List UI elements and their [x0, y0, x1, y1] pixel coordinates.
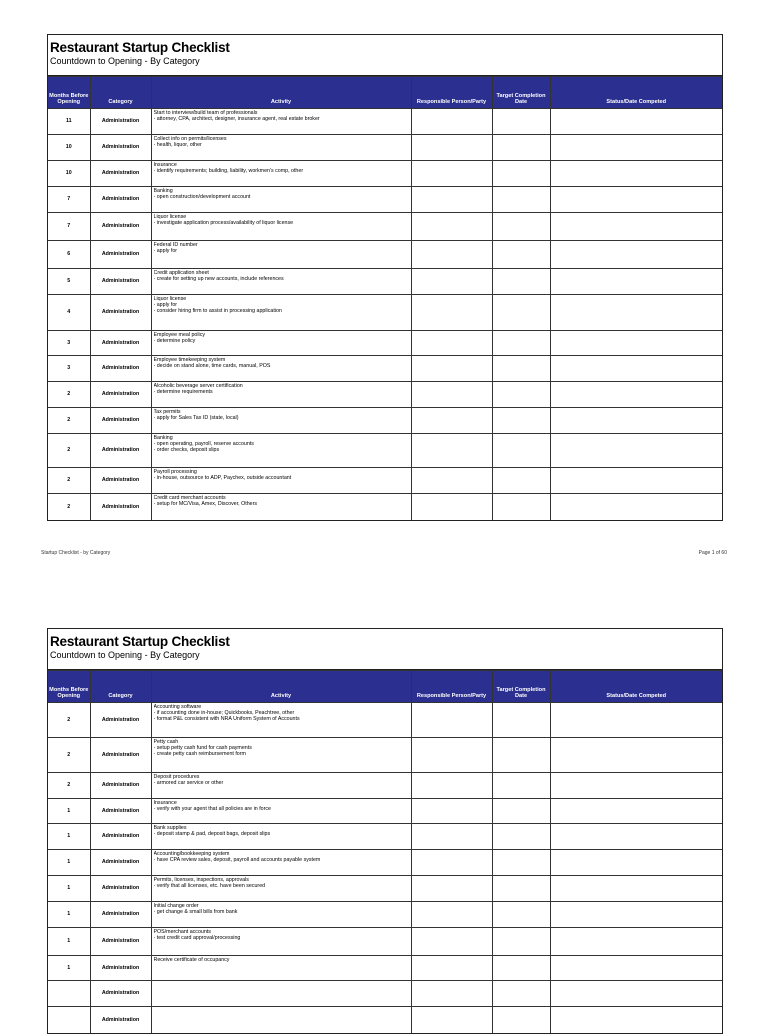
col-header-status: Status/Date Competed — [550, 671, 722, 703]
months-cell: 5 — [48, 269, 90, 295]
table-row — [48, 408, 722, 434]
table-row — [48, 799, 722, 824]
target-date-cell[interactable] — [492, 241, 550, 269]
table-header-row — [48, 671, 722, 703]
col-header-status: Status/Date Competed — [550, 77, 722, 109]
responsible-cell[interactable] — [411, 161, 492, 187]
category-cell: Administration — [90, 738, 151, 773]
category-cell: Administration — [90, 408, 151, 434]
activity-detail: - determine policy — [153, 338, 196, 345]
activity-cell — [151, 187, 411, 213]
activity-cell — [151, 241, 411, 269]
activity-title: Deposit procedures — [153, 774, 200, 780]
activity-cell — [151, 981, 411, 1007]
col-header-responsible: Responsible Person/Party — [411, 77, 492, 109]
category-cell: Administration — [90, 703, 151, 738]
category-cell: Administration — [90, 434, 151, 468]
status-cell[interactable] — [550, 135, 722, 161]
category-cell: Administration — [90, 269, 151, 295]
target-date-cell[interactable] — [492, 703, 550, 738]
responsible-cell[interactable] — [411, 850, 492, 876]
target-date-cell[interactable] — [492, 799, 550, 824]
activity-title: Credit application sheet — [153, 270, 209, 276]
responsible-cell[interactable] — [411, 187, 492, 213]
target-date-cell[interactable] — [492, 434, 550, 468]
activity-detail: - order checks, deposit slips — [153, 447, 220, 454]
status-cell[interactable] — [550, 981, 722, 1007]
category-cell: Administration — [90, 213, 151, 241]
activity-cell — [151, 382, 411, 408]
category-cell: Administration — [90, 981, 151, 1007]
category-cell: Administration — [90, 331, 151, 356]
category-cell: Administration — [90, 161, 151, 187]
target-date-cell[interactable] — [492, 109, 550, 135]
activity-detail: - apply for — [153, 248, 178, 255]
target-date-cell[interactable] — [492, 876, 550, 902]
months-cell — [48, 981, 90, 1007]
activity-title: Credit card merchant accounts — [153, 495, 226, 501]
target-date-cell[interactable] — [492, 956, 550, 981]
activity-title: Insurance — [153, 800, 177, 806]
activity-detail: - attorney, CPA, architect, designer, insurance agent, real estate broker — [153, 116, 320, 123]
table-row — [48, 161, 722, 187]
activity-cell — [151, 703, 411, 738]
activity-title: Petty cash — [153, 739, 179, 745]
months-cell: 4 — [48, 295, 90, 331]
status-cell[interactable] — [550, 773, 722, 799]
col-header-target-date: Target Completion Date — [492, 77, 550, 109]
responsible-cell[interactable] — [411, 981, 492, 1007]
activity-cell — [151, 331, 411, 356]
category-cell: Administration — [90, 494, 151, 520]
activity-cell — [151, 928, 411, 956]
activity-detail: - get change & small bills from bank — [153, 909, 238, 916]
target-date-cell[interactable] — [492, 187, 550, 213]
status-cell[interactable] — [550, 187, 722, 213]
activity-detail: - test credit card approval/processing — [153, 935, 241, 942]
table-row — [48, 1007, 722, 1033]
months-cell: 6 — [48, 241, 90, 269]
activity-cell — [151, 738, 411, 773]
table-row — [48, 956, 722, 981]
activity-cell — [151, 468, 411, 494]
months-cell: 1 — [48, 850, 90, 876]
months-cell: 1 — [48, 876, 90, 902]
responsible-cell[interactable] — [411, 494, 492, 520]
document-title: Restaurant Startup Checklist — [50, 634, 230, 649]
target-date-cell[interactable] — [492, 824, 550, 850]
activity-cell — [151, 850, 411, 876]
status-cell[interactable] — [550, 331, 722, 356]
responsible-cell[interactable] — [411, 738, 492, 773]
activity-title: Initial change order — [153, 903, 199, 909]
activity-cell — [151, 876, 411, 902]
activity-title: Employee meal policy — [153, 332, 206, 338]
category-cell: Administration — [90, 773, 151, 799]
months-cell: 10 — [48, 161, 90, 187]
status-cell[interactable] — [550, 956, 722, 981]
months-cell: 1 — [48, 799, 90, 824]
activity-title: Liquor license — [153, 214, 187, 220]
activity-title: Payroll processing — [153, 469, 197, 475]
document-title: Restaurant Startup Checklist — [50, 40, 230, 55]
status-cell[interactable] — [550, 703, 722, 738]
activity-title: Bank supplies — [153, 825, 187, 831]
activity-title: Insurance — [153, 162, 177, 168]
months-cell: 1 — [48, 902, 90, 928]
activity-title: Accounting/bookkeeping system — [153, 851, 230, 857]
col-header-months: Months Before Opening — [48, 671, 90, 703]
months-cell: 2 — [48, 738, 90, 773]
category-cell: Administration — [90, 956, 151, 981]
category-cell: Administration — [90, 1007, 151, 1033]
col-header-activity: Activity — [151, 671, 411, 703]
activity-cell — [151, 269, 411, 295]
responsible-cell[interactable] — [411, 773, 492, 799]
responsible-cell[interactable] — [411, 269, 492, 295]
table-row — [48, 241, 722, 269]
months-cell: 2 — [48, 408, 90, 434]
target-date-cell[interactable] — [492, 269, 550, 295]
activity-detail: - health, liquor, other — [153, 142, 202, 149]
col-header-activity: Activity — [151, 77, 411, 109]
status-cell[interactable] — [550, 356, 722, 382]
target-date-cell[interactable] — [492, 850, 550, 876]
status-cell[interactable] — [550, 109, 722, 135]
responsible-cell[interactable] — [411, 356, 492, 382]
document-header — [48, 629, 722, 670]
col-header-months: Months Before Opening — [48, 77, 90, 109]
checklist-page-2 — [47, 628, 723, 1034]
status-cell[interactable] — [550, 738, 722, 773]
target-date-cell[interactable] — [492, 981, 550, 1007]
table-row — [48, 902, 722, 928]
responsible-cell[interactable] — [411, 408, 492, 434]
page-number: Page 1 of 60 — [698, 550, 727, 556]
activity-title: Tax permits — [153, 409, 181, 415]
responsible-cell[interactable] — [411, 902, 492, 928]
activity-title: Employee timekeeping system — [153, 357, 226, 363]
responsible-cell[interactable] — [411, 799, 492, 824]
months-cell: 3 — [48, 331, 90, 356]
target-date-cell[interactable] — [492, 331, 550, 356]
activity-cell — [151, 135, 411, 161]
responsible-cell[interactable] — [411, 1007, 492, 1033]
activity-detail: - format P&L consistent with NRA Uniform System of Accounts — [153, 716, 300, 723]
category-cell: Administration — [90, 295, 151, 331]
activity-detail: - create petty cash reimbursement form — [153, 751, 246, 758]
target-date-cell[interactable] — [492, 295, 550, 331]
activity-title: Collect info on permits/licenses — [153, 136, 227, 142]
status-cell[interactable] — [550, 928, 722, 956]
table-row — [48, 468, 722, 494]
table-row — [48, 187, 722, 213]
responsible-cell[interactable] — [411, 876, 492, 902]
activity-cell — [151, 494, 411, 520]
activity-detail: - consider hiring firm to assist in processing application — [153, 308, 282, 315]
activity-cell — [151, 824, 411, 850]
status-cell[interactable] — [550, 241, 722, 269]
status-cell[interactable] — [550, 468, 722, 494]
activity-detail: - verify that all licenses, etc. have been secured — [153, 883, 266, 890]
activity-cell — [151, 109, 411, 135]
category-cell: Administration — [90, 799, 151, 824]
table-row — [48, 213, 722, 241]
months-cell: 3 — [48, 356, 90, 382]
table-row — [48, 109, 722, 135]
checklist-table — [48, 670, 722, 1033]
months-cell: 1 — [48, 824, 90, 850]
category-cell: Administration — [90, 902, 151, 928]
activity-cell — [151, 161, 411, 187]
status-cell[interactable] — [550, 161, 722, 187]
category-cell: Administration — [90, 850, 151, 876]
document-subtitle: Countdown to Opening - By Category — [50, 56, 200, 66]
document-subtitle: Countdown to Opening - By Category — [50, 650, 200, 660]
category-cell: Administration — [90, 382, 151, 408]
document-header — [48, 35, 722, 76]
activity-title: Liquor license — [153, 296, 187, 302]
status-cell[interactable] — [550, 295, 722, 331]
activity-title: Banking — [153, 188, 173, 194]
responsible-cell[interactable] — [411, 135, 492, 161]
months-cell: 2 — [48, 468, 90, 494]
status-cell[interactable] — [550, 269, 722, 295]
activity-title: Federal ID number — [153, 242, 198, 248]
activity-cell — [151, 213, 411, 241]
category-cell: Administration — [90, 241, 151, 269]
activity-detail: - identify requirements; building, liability, workmen's comp, other — [153, 168, 304, 175]
table-row — [48, 876, 722, 902]
activity-detail: - investigate application process/availability of liquor license — [153, 220, 294, 227]
status-cell[interactable] — [550, 799, 722, 824]
months-cell: 2 — [48, 703, 90, 738]
target-date-cell[interactable] — [492, 382, 550, 408]
responsible-cell[interactable] — [411, 241, 492, 269]
target-date-cell[interactable] — [492, 738, 550, 773]
activity-detail: - decide on stand alone, time cards, manual, POS — [153, 363, 271, 370]
activity-cell — [151, 434, 411, 468]
table-header-row — [48, 77, 722, 109]
col-header-category: Category — [90, 77, 151, 109]
responsible-cell[interactable] — [411, 213, 492, 241]
target-date-cell[interactable] — [492, 213, 550, 241]
status-cell[interactable] — [550, 408, 722, 434]
activity-detail: - have CPA review sales, deposit, payroll and accounts payable system — [153, 857, 321, 864]
status-cell[interactable] — [550, 213, 722, 241]
activity-detail: - open construction/development account — [153, 194, 251, 201]
category-cell: Administration — [90, 824, 151, 850]
activity-cell — [151, 408, 411, 434]
responsible-cell[interactable] — [411, 703, 492, 738]
activity-title: Accounting software — [153, 704, 202, 710]
activity-title: POS/merchant accounts — [153, 929, 211, 935]
target-date-cell[interactable] — [492, 494, 550, 520]
col-header-target-date: Target Completion Date — [492, 671, 550, 703]
target-date-cell[interactable] — [492, 356, 550, 382]
activity-detail: - setup petty cash fund for cash payments — [153, 745, 252, 752]
table-row — [48, 928, 722, 956]
months-cell: 2 — [48, 382, 90, 408]
col-header-responsible: Responsible Person/Party — [411, 671, 492, 703]
status-cell[interactable] — [550, 876, 722, 902]
activity-detail: - create for setting up new accounts, include references — [153, 276, 284, 283]
months-cell: 10 — [48, 135, 90, 161]
table-row — [48, 269, 722, 295]
activity-detail: - apply for Sales Tax ID (state, local) — [153, 415, 239, 422]
responsible-cell[interactable] — [411, 434, 492, 468]
table-row — [48, 434, 722, 468]
status-cell[interactable] — [550, 434, 722, 468]
months-cell: 1 — [48, 928, 90, 956]
checklist-page-1 — [47, 34, 723, 521]
months-cell: 2 — [48, 434, 90, 468]
responsible-cell[interactable] — [411, 956, 492, 981]
table-row — [48, 494, 722, 520]
status-cell[interactable] — [550, 494, 722, 520]
category-cell: Administration — [90, 928, 151, 956]
checklist-table — [48, 76, 722, 520]
activity-cell — [151, 773, 411, 799]
status-cell[interactable] — [550, 850, 722, 876]
target-date-cell[interactable] — [492, 468, 550, 494]
status-cell[interactable] — [550, 902, 722, 928]
responsible-cell[interactable] — [411, 331, 492, 356]
category-cell: Administration — [90, 356, 151, 382]
category-cell: Administration — [90, 109, 151, 135]
activity-cell — [151, 902, 411, 928]
col-header-category: Category — [90, 671, 151, 703]
table-row — [48, 981, 722, 1007]
table-row — [48, 773, 722, 799]
table-row — [48, 356, 722, 382]
category-cell: Administration — [90, 876, 151, 902]
responsible-cell[interactable] — [411, 109, 492, 135]
status-cell[interactable] — [550, 824, 722, 850]
target-date-cell[interactable] — [492, 902, 550, 928]
target-date-cell[interactable] — [492, 135, 550, 161]
activity-cell — [151, 1007, 411, 1033]
table-row — [48, 295, 722, 331]
activity-cell — [151, 956, 411, 981]
activity-detail: - setup for MC/Visa, Amex, Discover, Others — [153, 501, 258, 508]
responsible-cell[interactable] — [411, 928, 492, 956]
months-cell: 2 — [48, 773, 90, 799]
activity-title: Start to interview/build team of professionals — [153, 110, 258, 116]
activity-cell — [151, 356, 411, 382]
activity-title: Alcoholic beverage server certification — [153, 383, 243, 389]
activity-detail: - apply for — [153, 302, 178, 309]
table-row — [48, 382, 722, 408]
activity-detail: - if accounting done in-house; Quickbooks, Peachtree, other — [153, 710, 295, 717]
activity-detail: - determine requirements — [153, 389, 213, 396]
table-row — [48, 331, 722, 356]
table-body — [48, 703, 722, 1033]
table-row — [48, 703, 722, 738]
table-row — [48, 738, 722, 773]
months-cell: 1 — [48, 956, 90, 981]
table-row — [48, 135, 722, 161]
status-cell[interactable] — [550, 382, 722, 408]
months-cell: 7 — [48, 187, 90, 213]
target-date-cell[interactable] — [492, 161, 550, 187]
months-cell: 11 — [48, 109, 90, 135]
responsible-cell[interactable] — [411, 468, 492, 494]
target-date-cell[interactable] — [492, 928, 550, 956]
responsible-cell[interactable] — [411, 382, 492, 408]
status-cell[interactable] — [550, 1007, 722, 1033]
category-cell: Administration — [90, 135, 151, 161]
responsible-cell[interactable] — [411, 295, 492, 331]
category-cell: Administration — [90, 187, 151, 213]
activity-title: Receive certificate of occupancy — [153, 957, 230, 963]
activity-title: Banking — [153, 435, 173, 441]
activity-title: Permits, licenses, inspections, approvals — [153, 877, 249, 883]
target-date-cell[interactable] — [492, 408, 550, 434]
months-cell: 2 — [48, 494, 90, 520]
months-cell: 7 — [48, 213, 90, 241]
activity-detail: - in-house, outsource to ADP, Paychex, outside accountant — [153, 475, 292, 482]
category-cell: Administration — [90, 468, 151, 494]
target-date-cell[interactable] — [492, 773, 550, 799]
responsible-cell[interactable] — [411, 824, 492, 850]
activity-detail: - armored car service or other — [153, 780, 224, 787]
months-cell — [48, 1007, 90, 1033]
target-date-cell[interactable] — [492, 1007, 550, 1033]
table-row — [48, 824, 722, 850]
activity-cell — [151, 295, 411, 331]
footer-label: Startup Checklist - by Category — [41, 550, 111, 556]
table-body — [48, 109, 722, 520]
table-row — [48, 850, 722, 876]
activity-detail: - verify with your agent that all policies are in force — [153, 806, 271, 813]
activity-detail: - open operating, payroll, reserve accounts — [153, 441, 254, 448]
activity-cell — [151, 799, 411, 824]
activity-detail: - deposit stamp & pad, deposit bags, deposit slips — [153, 831, 271, 838]
